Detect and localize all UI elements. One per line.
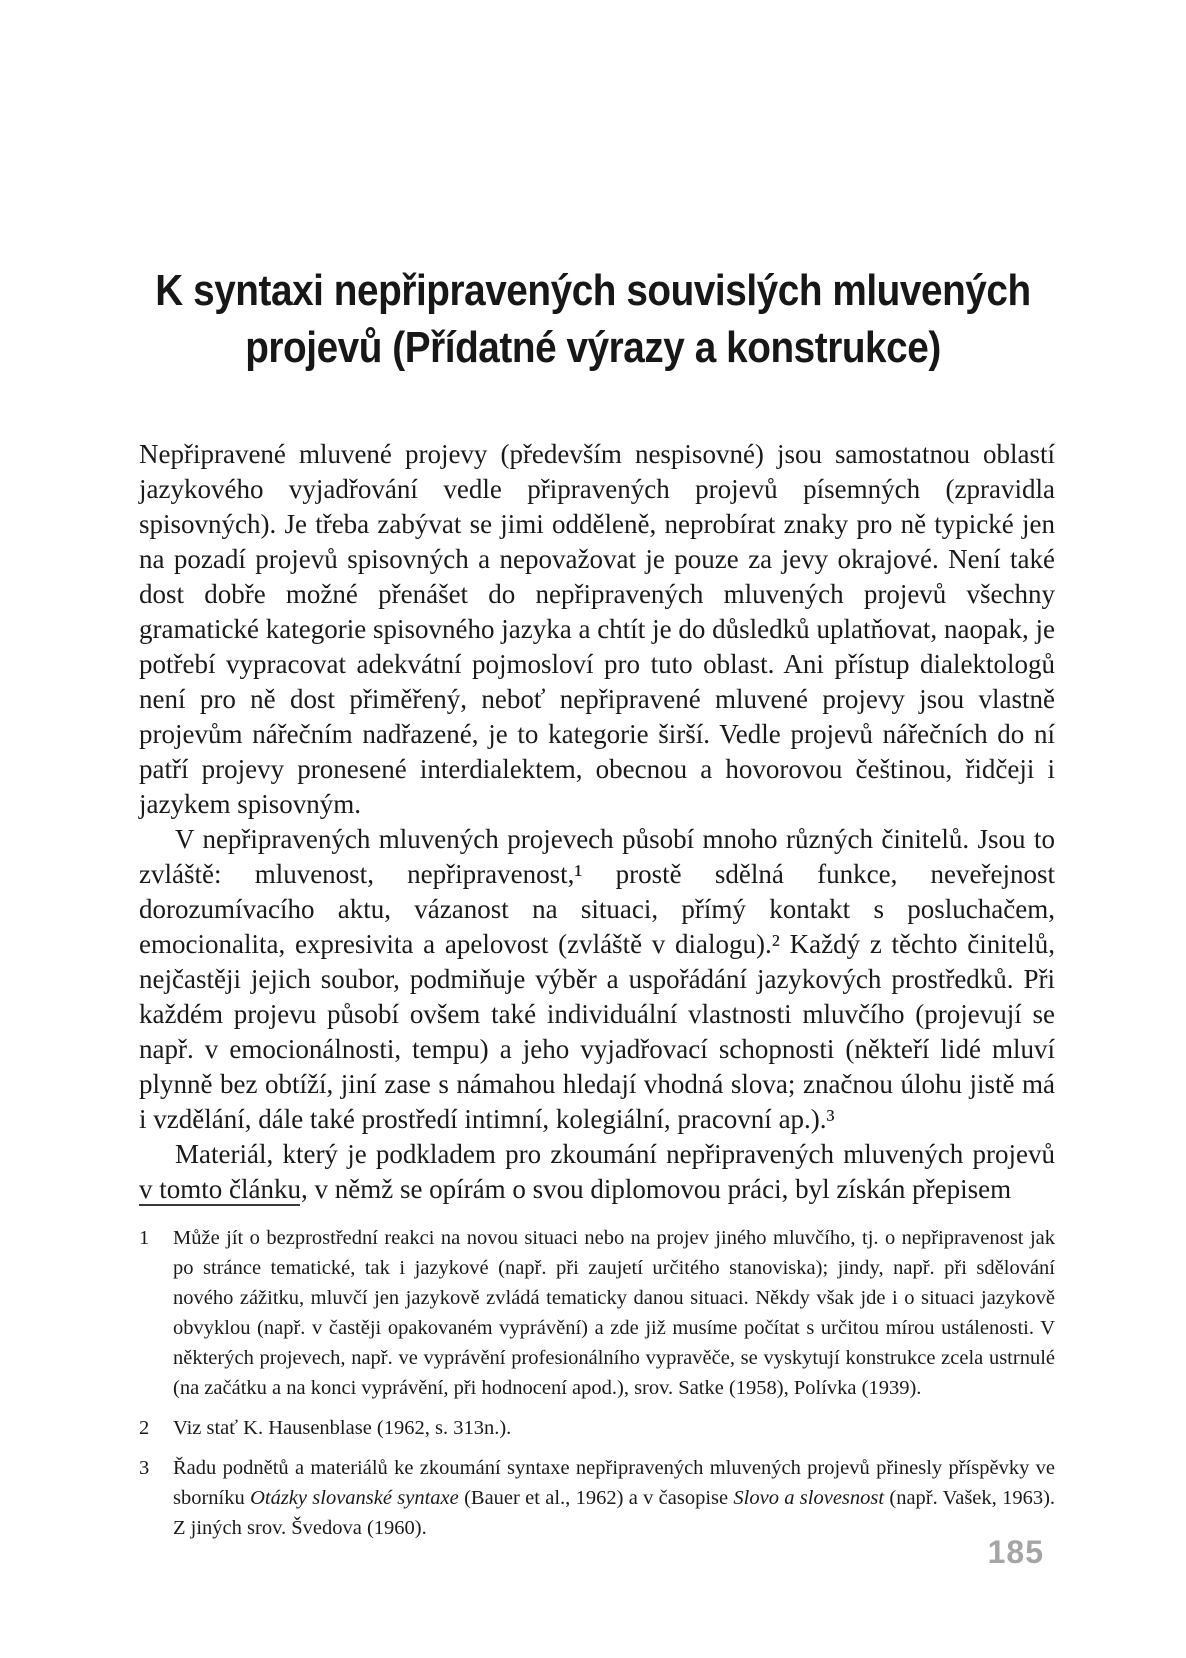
paragraph: V nepřipravených mluvených projevech působí mnoho různých činitelů. Jsou to zvláště: mluvenost, nepřipravenost,¹ prostě sdělná funkce, neveřejnost dorozumívacího aktu, vázanost na situaci, přímý kontakt s posluchačem, emocionalita, expresivita a apelovost (zvláště v dialogu).² Každý z těchto činitelů, nejčastěji jejich soubor, podmiňuje výběr a uspořádání jazykových prostředků. Při každém projevu působí ovšem také individuální vlastnosti mluvčího (projevují se např. v emocionálnosti, tempu) a jeho vyjadřovací schopnosti (někteří lidé mluví plynně bez obtíží, jiní zase s námahou hledají vhodná slova; značnou úlohu jistě má i vzdělání, dále také prostředí intimní, kolegiální, pracovní ap.).³ xyxy=(139,824,1055,1134)
footnote xyxy=(139,1453,1055,1543)
article-body xyxy=(139,437,1055,1207)
footnote-number: 3 xyxy=(139,1457,150,1479)
footnote-text: Může jít o bezprostřední reakci na novou situaci nebo na projev jiného mluvčího, tj. o nepřipravenost jak po stránce tematické, tak i jazykové (např. při zaujetí určitého stanoviska); jindy, např. při sdělování nového zážitku, mluvčí jen jazykově zvládá tematicky danou situaci. Někdy však jde i o situaci jazykově obvyklou (např. v častěji opakovaném vyprávění) a zde již musíme počítat s určitou mírou ustálenosti. V některých projevech, např. ve vyprávění profesionálního vypravěče, se vyskytují konstrukce zcela ustrnulé (na začátku a na konci vyprávění, při hodnocení apod.), srov. Satke (1958), Polívka (1939). xyxy=(173,1227,1055,1399)
footnote-number: 1 xyxy=(139,1227,150,1249)
footnote xyxy=(139,1413,1055,1443)
footnote xyxy=(139,1223,1055,1403)
article-title xyxy=(71,262,1115,376)
article-title-line1: K syntaxi nepřipravených souvislých mluvených xyxy=(155,266,1031,315)
footnote-number: 2 xyxy=(139,1417,150,1439)
paragraph: Nepřipravené mluvené projevy (především nespisovné) jsou samostatnou oblastí jazykového vyjadřování vedle připravených projevů písemných (zpravidla spisovných). Je třeba zabývat se jimi odděleně, neprobírat znaky pro ně typické jen na pozadí projevů spisovných a nepovažovat je pouze za jevy okrajové. Není také dost dobře možné přenášet do nepřipravených mluvených projevů všechny gramatické kategorie spisovného jazyka a chtít je do důsledků uplatňovat, naopak, je potřebí vypracovat adekvátní pojmosloví pro tuto oblast. Ani přístup dialektologů není pro ně dost přiměřený, neboť nepřipravené mluvené projevy jsou vlastně projevům nářečním nadřazené, je to kategorie širší. Vedle projevů nářečních do ní patří projevy pronesené interdialektem, obecnou a hovorovou češtinou, řidčeji i jazykem spisovným. xyxy=(139,439,1055,819)
footnote-separator-rule xyxy=(139,1204,300,1206)
footnote-text: Viz stať K. Hausenblase (1962, s. 313n.). xyxy=(173,1417,512,1439)
paragraph: Materiál, který je podkladem pro zkoumání nepřipravených mluvených projevů v tomto článku, v němž se opírám o svou diplomovou práci, byl získán přepisem xyxy=(139,1139,1055,1204)
footnote-text: Řadu podnětů a materiálů ke zkoumání syntaxe nepřipravených mluvených projevů přinesly příspěvky ve sborníku Otázky slovanské syntaxe (Bauer et al., 1962) a v časopise Slovo a slovesnost (např. Vašek, 1963). Z jiných srov. Švedova (1960). xyxy=(173,1457,1056,1539)
footnotes-section xyxy=(139,1204,1055,1553)
article-title-line2: projevů (Přídatné výrazy a konstrukce) xyxy=(245,323,941,372)
page-number: 185 xyxy=(987,1534,1044,1570)
